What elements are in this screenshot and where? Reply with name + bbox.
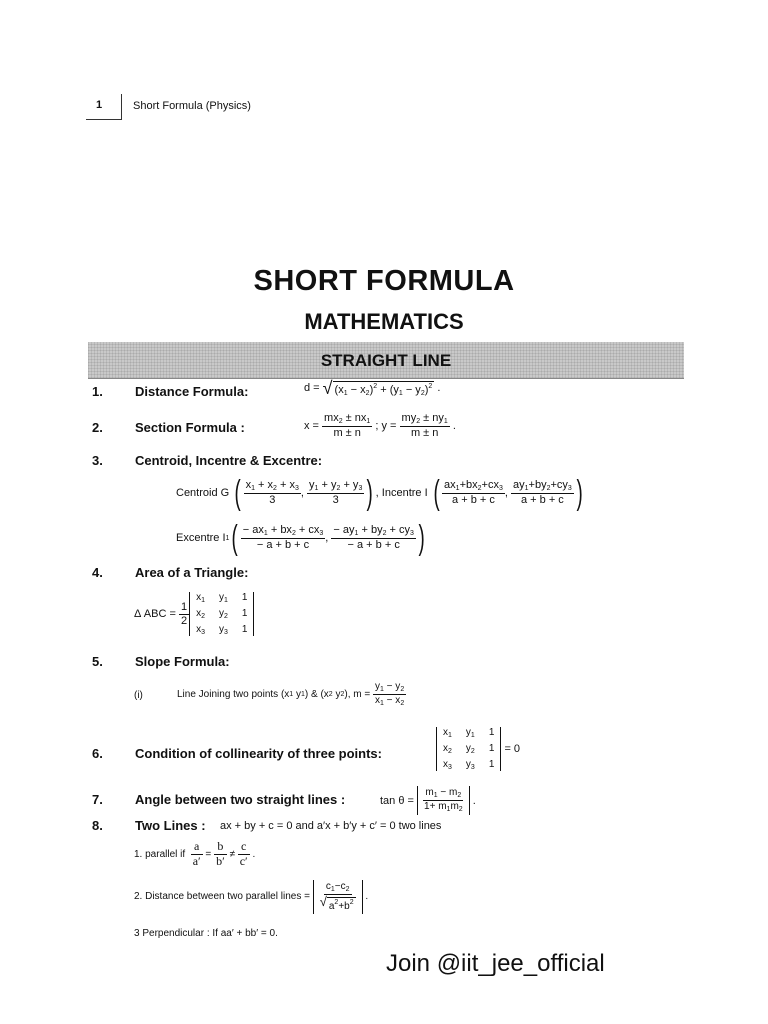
item-label: Section Formula : xyxy=(135,420,245,435)
section-band-title: STRAIGHT LINE xyxy=(320,351,452,370)
parallel-condition: 1. parallel if $\frac{a}{a'}$ = $\frac{b}{b'}$ ≠ $\frac{c}{c'}$ . xyxy=(134,839,256,868)
slope-formula: Line Joining two points (x 1 y 1 ) & (x 2 y 2 ), m = $\frac{y_1 - y_2}{x_1 - x_2}$ xyxy=(177,681,405,708)
footer-join-text: Join @iit_jee_official xyxy=(386,950,605,977)
two-lines-text: ax + by + c = 0 and a′x + b′y + c′ = 0 two lines xyxy=(220,820,442,832)
collinearity-formula: $x_1$ $y_1$ 1 $x_2$ $y_2$ 1 $x_3$ $y_3$ 1 = 0 xyxy=(436,727,520,771)
equals-zero: = 0 xyxy=(504,743,521,755)
item-label: Distance Formula: xyxy=(135,384,249,399)
item-number: 3. xyxy=(92,453,103,468)
section-formula: x = $\frac{mx_2 \pm nx_1}{m \pm n}$ ; y = $\frac{my_2 \pm ny_1}{m \pm n}$ . xyxy=(304,412,456,440)
item-number: 7. xyxy=(92,792,103,807)
tan-theta: tan θ = xyxy=(380,794,414,807)
perpendicular-condition: 3 Perpendicular : If aa′ + bb′ = 0. xyxy=(134,928,278,939)
centroid-label: Centroid G xyxy=(176,487,230,499)
distance-parallel: 2. Distance between two parallel lines = $c_1-c_2$ √ $a^2+b^2$ . xyxy=(134,881,369,913)
centroid-incentre-formula: Centroid G ( $\frac{x_1 + x_2 + x_3}{3}$ , $\frac{y_1 + y_2 + y_3}{3}$ ) , Incentre I ( $\frac{ax_1+bx_2+cx_3}{a + b + c}$ , $\frac{ay_1+by_2+cy_3}{a + b + c}$ ) xyxy=(176,474,583,512)
header-title: Short Formula (Physics) xyxy=(133,100,251,112)
slope-text: Line Joining two points (x xyxy=(177,689,290,701)
page-number: 1 xyxy=(96,99,103,111)
item-label: Two Lines : xyxy=(135,818,206,833)
item-number: 8. xyxy=(92,818,103,833)
item-number: 5. xyxy=(92,654,103,669)
header-divider xyxy=(121,94,122,120)
distance-parallel-label: 2. Distance between two parallel lines = xyxy=(134,891,310,903)
incentre-label: , Incentre I xyxy=(375,487,428,499)
item-label: Angle between two straight lines : xyxy=(135,792,346,807)
angle-formula: tan θ = $\frac{m_1 - m_2}{1+ m_1m_2}$ . xyxy=(380,786,476,815)
item-label: Area of a Triangle: xyxy=(135,565,249,580)
excentre-formula: Excentre I 1 ( $\frac{- ax_1 + bx_2 + cx_3}{- a + b + c}$ , $\frac{- ay_1 + by_2 + cy_3}{- a + b + c}$ ) xyxy=(176,519,425,557)
item-label: Slope Formula: xyxy=(135,654,230,669)
item-number: 4. xyxy=(92,565,103,580)
item-label: Condition of collinearity of three points: xyxy=(135,746,382,761)
slope-index: (i) xyxy=(134,690,143,701)
excentre-label: Excentre I xyxy=(176,532,226,544)
page-title: SHORT FORMULA xyxy=(253,265,515,297)
item-number: 6. xyxy=(92,746,103,761)
item-number: 2. xyxy=(92,420,103,435)
page-subtitle: MATHEMATICS xyxy=(304,309,464,334)
header-underline xyxy=(86,119,122,120)
parallel-label: 1. parallel if xyxy=(134,848,186,860)
item-label: Centroid, Incentre & Excentre: xyxy=(135,453,323,468)
delta-abc: Δ ABC = xyxy=(134,608,176,620)
distance-formula: d = √ $(x_1 - x_2)^2 + (y_1 - y_2)^2$ . xyxy=(304,378,441,398)
item-number: 1. xyxy=(92,384,103,399)
area-formula: Δ ABC = $\frac{1}{2}$ $x_1$ $y_1$ 1 $x_2$ $y_2$ 1 $x_3$ $y_3$ 1 xyxy=(134,592,254,636)
